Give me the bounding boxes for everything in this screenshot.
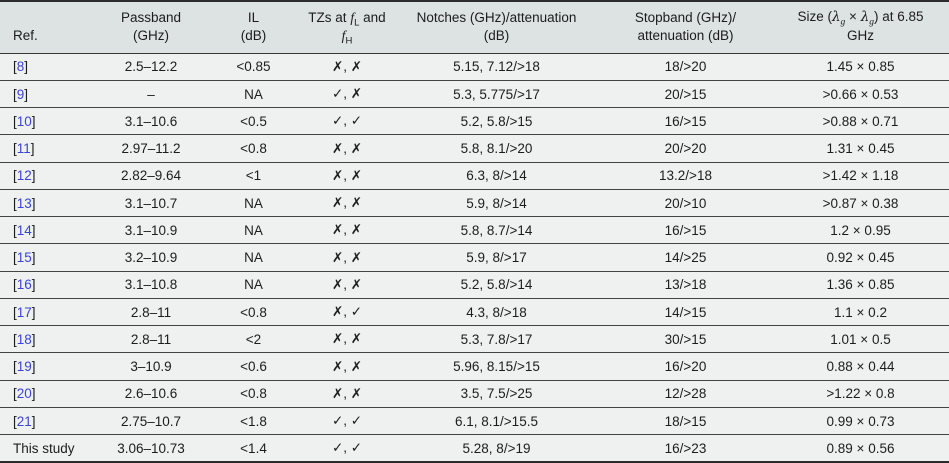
tzs-cell: ✗, ✗ (300, 53, 394, 80)
stopband-cell: 20/>10 (599, 189, 772, 216)
il-cell: NA (207, 217, 300, 244)
table-row (0, 189, 949, 216)
il-cell: <0.8 (207, 135, 300, 162)
notches-cell: 5.8, 8.1/>20 (394, 135, 599, 162)
notches-cell: 5.2, 5.8/>14 (394, 271, 599, 298)
tzs-cell: ✗, ✗ (300, 326, 394, 353)
col-header-tzs: TZs at $f_L$ and $f_H$ (300, 1, 394, 53)
ref-bracket-open: [ (13, 195, 17, 211)
stopband-cell: 16/>15 (599, 108, 772, 135)
passband-cell: 3.1–10.9 (95, 217, 207, 244)
ref-bracket-close: ] (31, 359, 36, 374)
tzs-cell: ✗, ✗ (300, 162, 394, 189)
passband-cell: 2.97–11.2 (95, 135, 207, 162)
ref-link[interactable]: 21 (16, 413, 32, 429)
ref-link[interactable]: 9 (16, 86, 25, 102)
tzs-cell: ✓, ✗ (300, 80, 394, 107)
tzs-cell: ✗, ✗ (300, 380, 394, 407)
ref-bracket-close: ] (31, 222, 36, 238)
ref-bracket-close: ] (31, 168, 36, 184)
size-cell: 0.88 × 0.44 (772, 353, 949, 380)
ref-bracket-close: ] (31, 250, 36, 265)
table-row (0, 271, 949, 298)
ref-bracket-open: [ (13, 86, 17, 102)
size-cell: 1.36 × 0.85 (772, 271, 949, 298)
stopband-cell: 30/>15 (599, 326, 772, 353)
notches-cell: 5.8, 8.7/>14 (394, 217, 599, 244)
ref-bracket-open: [ (13, 304, 17, 320)
ref-link[interactable]: 12 (16, 168, 32, 184)
size-cell: 1.01 × 0.5 (772, 326, 949, 353)
passband-cell: 2.8–11 (95, 298, 207, 325)
notches-cell: 5.2, 5.8/>15 (394, 108, 599, 135)
ref-link[interactable]: 14 (16, 222, 32, 238)
ref-bracket-open: [ (13, 250, 17, 265)
notches-cell: 5.3, 5.775/>17 (394, 80, 599, 107)
f-low-symbol: f (350, 10, 355, 25)
ref-link[interactable]: 19 (16, 359, 32, 374)
col-header-notches: Notches (GHz)/attenuation (dB) (394, 1, 599, 53)
ref-link[interactable]: 18 (16, 331, 32, 347)
ref-link[interactable]: 13 (16, 195, 32, 211)
stopband-cell: 18/>15 (599, 407, 772, 434)
tzs-cell: ✓, ✓ (300, 407, 394, 434)
ref-bracket-open: [ (13, 359, 17, 374)
ref-bracket-close: ] (31, 113, 36, 129)
passband-cell: 3.2–10.9 (95, 244, 207, 271)
notches-cell: 5.28, 8/>19 (394, 435, 599, 462)
stopband-cell: 18/>20 (599, 53, 772, 80)
passband-cell: 3.1–10.6 (95, 108, 207, 135)
ref-cell (0, 407, 95, 434)
ref-bracket-open: [ (13, 113, 17, 129)
ref-bracket-close: ] (31, 304, 36, 320)
ref-bracket-close: ] (24, 59, 29, 75)
ref-bracket-open: [ (13, 59, 17, 75)
notches-cell: 4.3, 8/>18 (394, 298, 599, 325)
size-cell: 0.92 × 0.45 (772, 244, 949, 271)
size-cell: 0.99 × 0.73 (772, 407, 949, 434)
ref-bracket-open: [ (13, 222, 17, 238)
header-row (0, 1, 949, 53)
ref-cell (0, 80, 95, 107)
il-cell: <2 (207, 326, 300, 353)
ref-cell (0, 217, 95, 244)
il-cell: NA (207, 189, 300, 216)
table-row (0, 326, 949, 353)
ref-cell (0, 162, 95, 189)
ref-link[interactable]: 11 (16, 141, 31, 156)
il-cell: <0.8 (207, 380, 300, 407)
notches-cell: 5.96, 8.15/>15 (394, 353, 599, 380)
size-cell: 0.89 × 0.56 (772, 435, 949, 462)
size-cell: 1.1 × 0.2 (772, 298, 949, 325)
ref-link[interactable]: 17 (16, 304, 32, 320)
size-cell: 1.45 × 0.85 (772, 53, 949, 80)
ref-bracket-open: [ (13, 331, 17, 347)
ref-cell (0, 435, 95, 462)
table-row (0, 162, 949, 189)
size-cell: >1.22 × 0.8 (772, 380, 949, 407)
passband-cell: 2.6–10.6 (95, 380, 207, 407)
ref-bracket-close: ] (30, 141, 35, 156)
size-cell: 1.31 × 0.45 (772, 135, 949, 162)
notches-cell: 6.3, 8/>14 (394, 162, 599, 189)
table-body (0, 53, 949, 462)
table-row (0, 407, 949, 434)
tzs-cell: ✗, ✗ (300, 189, 394, 216)
stopband-cell: 12/>28 (599, 380, 772, 407)
il-cell: <1.4 (207, 435, 300, 462)
notches-cell: 5.15, 7.12/>18 (394, 53, 599, 80)
passband-cell: 2.5–12.2 (95, 53, 207, 80)
il-cell: <0.85 (207, 53, 300, 80)
notches-cell: 5.9, 8/>14 (394, 189, 599, 216)
ref-cell (0, 244, 95, 271)
ref-link[interactable]: 10 (16, 113, 32, 129)
ref-cell (0, 108, 95, 135)
table-row (0, 80, 949, 107)
ref-bracket-open: [ (13, 141, 17, 156)
stopband-cell: 13/>18 (599, 271, 772, 298)
tzs-cell: ✓, ✓ (300, 435, 394, 462)
tzs-cell: ✗, ✓ (300, 298, 394, 325)
il-cell: <1 (207, 162, 300, 189)
lambda-symbol: λ (860, 9, 870, 25)
tzs-cell: ✗, ✗ (300, 135, 394, 162)
tzs-cell: ✗, ✗ (300, 217, 394, 244)
col-header-stopband: Stopband (GHz)/ attenuation (dB) (599, 1, 772, 53)
ref-bracket-open: [ (13, 386, 17, 402)
table-row (0, 380, 949, 407)
lambda-symbol: λ (831, 9, 841, 25)
il-cell: NA (207, 271, 300, 298)
ref-bracket-open: [ (13, 413, 17, 429)
stopband-cell: 14/>25 (599, 244, 772, 271)
passband-cell: 3.06–10.73 (95, 435, 207, 462)
ref-cell (0, 135, 95, 162)
tzs-cell: ✓, ✓ (300, 108, 394, 135)
stopband-cell: 16/>15 (599, 217, 772, 244)
il-cell: <0.8 (207, 298, 300, 325)
ref-bracket-open: [ (13, 168, 17, 184)
col-header-passband: Passband (GHz) (95, 1, 207, 53)
tzs-cell: ✗, ✗ (300, 353, 394, 380)
il-cell: <0.5 (207, 108, 300, 135)
passband-cell: 3.1–10.8 (95, 271, 207, 298)
size-cell: >0.88 × 0.71 (772, 108, 949, 135)
table-row (0, 217, 949, 244)
passband-cell: – (95, 80, 207, 107)
size-cell: >1.42 × 1.18 (772, 162, 949, 189)
il-cell: <0.6 (207, 353, 300, 380)
stopband-cell: 16/>20 (599, 353, 772, 380)
table-row (0, 244, 949, 271)
ref-bracket-close: ] (31, 331, 36, 347)
stopband-cell: 14/>15 (599, 298, 772, 325)
col-header-ref-label: Ref. (13, 27, 38, 43)
tzs-cell: ✗, ✗ (300, 271, 394, 298)
notches-cell: 6.1, 8.1/>15.5 (394, 407, 599, 434)
il-cell: NA (207, 244, 300, 271)
ref-link: This study (13, 440, 75, 456)
notches-cell: 3.5, 7.5/>25 (394, 380, 599, 407)
table-row (0, 135, 949, 162)
ref-bracket-close: ] (31, 413, 36, 429)
col-header-ref (0, 1, 95, 53)
table-row (0, 53, 949, 80)
il-cell: <1.8 (207, 407, 300, 434)
ref-bracket-close: ] (24, 86, 29, 102)
passband-cell: 2.75–10.7 (95, 407, 207, 434)
table-row (0, 435, 949, 462)
passband-cell: 3–10.9 (95, 353, 207, 380)
size-cell: 1.2 × 0.95 (772, 217, 949, 244)
notches-cell: 5.9, 8/>17 (394, 244, 599, 271)
passband-cell: 3.1–10.7 (95, 189, 207, 216)
notches-cell: 5.3, 7.8/>17 (394, 326, 599, 353)
ref-bracket-open: [ (13, 277, 17, 293)
ref-bracket-close: ] (31, 386, 36, 402)
col-header-il: IL (dB) (207, 1, 300, 53)
stopband-cell: 13.2/>18 (599, 162, 772, 189)
table-row (0, 353, 949, 380)
passband-cell: 2.82–9.64 (95, 162, 207, 189)
stopband-cell: 20/>20 (599, 135, 772, 162)
ref-cell (0, 380, 95, 407)
col-header-size: Size $(\lambda_g \times \lambda_g)$ at 6.85 GHz (772, 1, 949, 53)
f-high-symbol: f (341, 27, 346, 43)
size-cell: >0.66 × 0.53 (772, 80, 949, 107)
ref-cell (0, 298, 95, 325)
tzs-cell: ✗, ✗ (300, 244, 394, 271)
ref-cell (0, 271, 95, 298)
ref-cell (0, 353, 95, 380)
stopband-cell: 20/>15 (599, 80, 772, 107)
ref-link[interactable]: 15 (16, 250, 32, 265)
il-cell: NA (207, 80, 300, 107)
ref-bracket-close: ] (31, 195, 36, 211)
size-cell: >0.87 × 0.38 (772, 189, 949, 216)
table-row (0, 298, 949, 325)
ref-cell (0, 326, 95, 353)
ref-link[interactable]: 8 (16, 59, 25, 75)
stopband-cell: 16/>23 (599, 435, 772, 462)
ref-link[interactable]: 20 (16, 386, 32, 402)
ref-link[interactable]: 16 (16, 277, 32, 293)
table-row (0, 108, 949, 135)
ref-bracket-close: ] (31, 277, 36, 293)
ref-cell (0, 53, 95, 80)
passband-cell: 2.8–11 (95, 326, 207, 353)
ref-cell (0, 189, 95, 216)
